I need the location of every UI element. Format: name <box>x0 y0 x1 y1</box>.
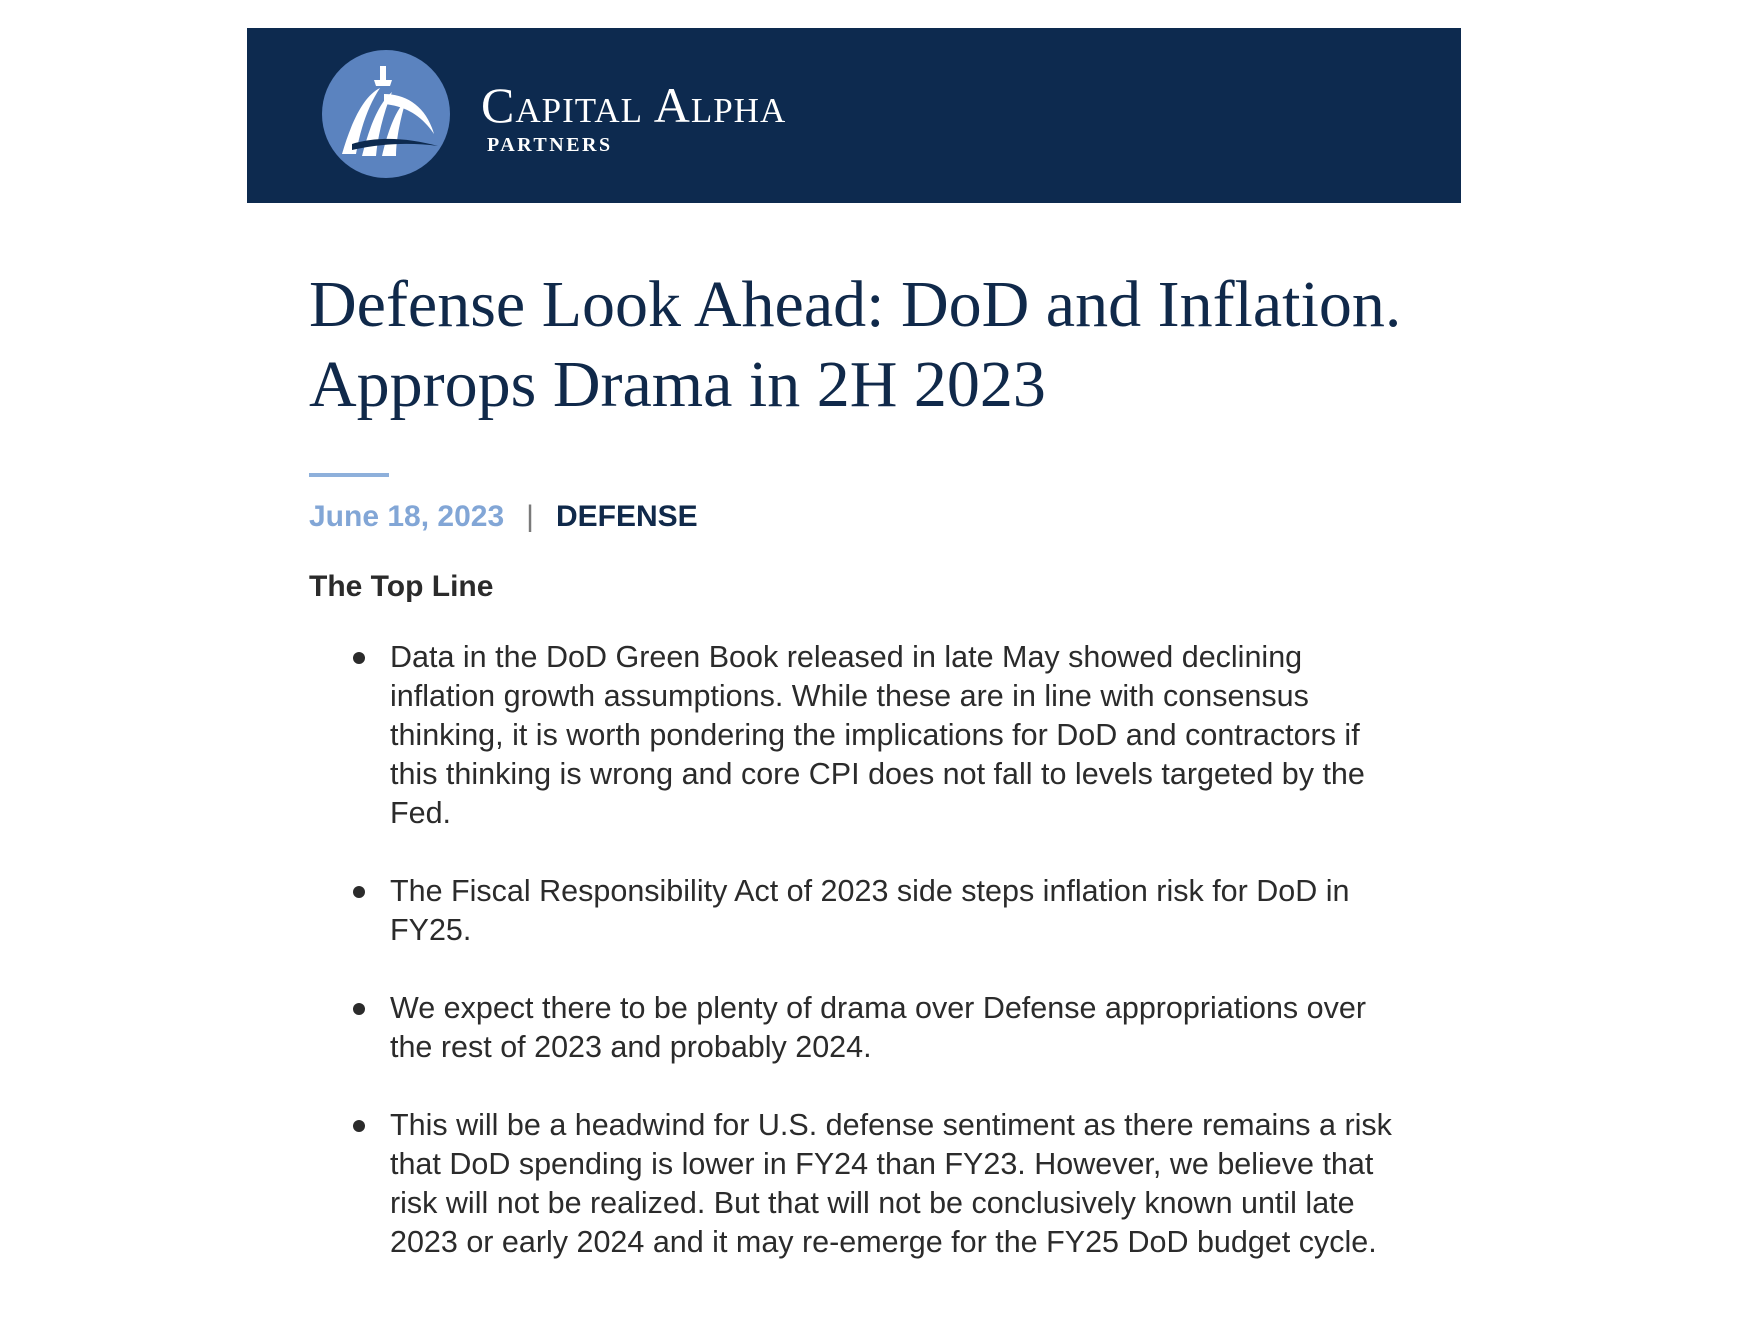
list-item-text: This will be a headwind for U.S. defense sentiment as there remains a risk that DoD spending is lower in FY24 than FY23. However, we believe that risk will not be realized. But that will not be conclusively known until late 2023 or early 2024 and it may re-emerge for the FY25 DoD budget cycle. <box>390 1108 1392 1259</box>
top-line-list <box>353 638 1413 1301</box>
list-item-text: The Fiscal Responsibility Act of 2023 side steps inflation risk for DoD in FY25. <box>390 874 1350 947</box>
category-label: DEFENSE <box>555 500 698 533</box>
list-item <box>353 989 1413 1067</box>
bullet-icon <box>353 886 365 898</box>
article-title: Defense Look Ahead: DoD and Inflation. Approps Drama in 2H 2023 <box>309 268 1402 421</box>
bullet-icon <box>353 652 365 664</box>
header-banner <box>247 28 1461 203</box>
list-item <box>353 638 1413 833</box>
list-item <box>353 872 1413 950</box>
bullet-icon <box>353 1120 365 1132</box>
article-meta <box>309 497 698 537</box>
section-heading: The Top Line <box>309 570 494 603</box>
accent-divider <box>309 473 389 477</box>
list-item-text: Data in the DoD Green Book released in late May showed declining inflation growth assumptions. While these are in line with consensus thinking, it is worth pondering the implications for DoD and contractors if this thinking is wrong and core CPI does not fall to levels targeted by the Fed. <box>390 640 1365 830</box>
capitol-dome-logo-icon <box>322 50 450 178</box>
brand-name: Capital Alpha <box>481 77 787 133</box>
list-item-text: We expect there to be plenty of drama over Defense appropriations over the rest of 2023 and probably 2024. <box>390 991 1366 1064</box>
list-item <box>353 1106 1413 1262</box>
bullet-icon <box>353 1003 365 1015</box>
publish-date: June 18, 2023 <box>309 500 505 533</box>
brand-subtitle: PARTNERS <box>487 134 613 156</box>
meta-separator: | <box>526 500 534 533</box>
